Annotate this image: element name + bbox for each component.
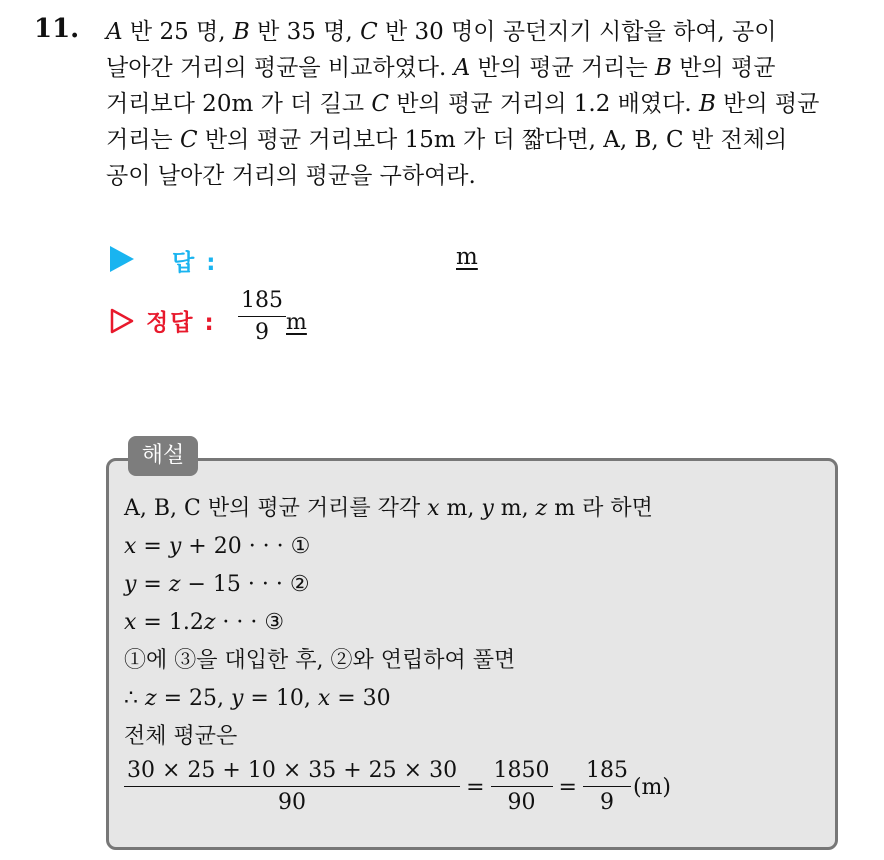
- text-run: A, B, C 반의 평균 거리를 각각: [124, 496, 428, 521]
- fraction-numerator: 1850: [493, 758, 550, 783]
- question-text: [106, 14, 866, 194]
- text-run: 날아간 거리의 평균을 비교하였다.: [106, 55, 454, 81]
- question-line: [106, 14, 866, 50]
- var-run: C: [360, 19, 378, 45]
- fraction-denominator: 90: [507, 790, 536, 815]
- answer-unit: m: [456, 244, 478, 270]
- correct-answer-unit: m: [286, 310, 307, 335]
- text-run: 반 35 명,: [249, 19, 361, 45]
- text-run: 반 30 명이 공던지기 시합을 하여, 공이: [377, 19, 777, 45]
- text-run: 반의 평균: [671, 55, 776, 81]
- var-run: A: [106, 19, 123, 45]
- var-run: C: [179, 127, 198, 153]
- fraction-denominator: 9: [599, 790, 614, 815]
- explanation-line: [124, 566, 824, 604]
- var-run: z: [168, 572, 181, 597]
- var-run: x: [124, 610, 137, 635]
- var-run: y: [481, 496, 494, 521]
- text-run: =: [136, 572, 169, 597]
- fraction-denominator: 90: [278, 790, 307, 815]
- var-run: y: [168, 534, 182, 559]
- text-run: 공이 날아간 거리의 평균을 구하여라.: [106, 163, 476, 189]
- question-line: [106, 86, 866, 122]
- fraction-numerator: 185: [585, 758, 628, 783]
- text-run: = 30: [330, 686, 391, 711]
- simplified-fraction: [491, 760, 553, 814]
- var-run: z: [145, 686, 157, 711]
- explanation-line: [124, 718, 824, 756]
- text-run: = 25,: [156, 686, 231, 711]
- var-run: y: [231, 686, 244, 711]
- text-run: · · · ③: [215, 610, 285, 635]
- question-number: 11.: [34, 14, 80, 44]
- var-run: B: [232, 19, 250, 45]
- text-run: + 20 · · · ①: [181, 534, 311, 559]
- answer-label: 답 :: [172, 250, 218, 276]
- text-run: − 15 · · · ②: [180, 572, 310, 597]
- text-run: = 10,: [243, 686, 318, 711]
- equals-sign: =: [558, 774, 577, 800]
- result-fraction: [583, 760, 631, 814]
- var-run: z: [203, 610, 216, 635]
- text-run: 반의 평균: [715, 91, 820, 117]
- correct-answer-label: 정답 :: [146, 310, 216, 336]
- var-run: x: [124, 534, 137, 559]
- var-run: B: [655, 55, 672, 81]
- outline-triangle-icon: [110, 308, 134, 334]
- question-line: [106, 122, 866, 158]
- text-run: 반의 평균 거리는: [470, 55, 656, 81]
- text-run: = 1.2: [136, 610, 204, 635]
- text-run: m,: [439, 496, 482, 521]
- question-line: [106, 158, 866, 194]
- answer-row: [110, 244, 510, 276]
- result-unit: (m): [632, 774, 671, 800]
- total-fraction: [124, 760, 460, 814]
- var-run: x: [317, 686, 331, 711]
- text-run: 반의 평균 거리보다 15m 가 더 짧다면, A, B, C 반 전체의: [197, 127, 788, 153]
- var-run: B: [698, 91, 716, 117]
- text-run: m,: [493, 496, 536, 521]
- final-calculation: [124, 760, 677, 814]
- text-run: 전체 평균은: [124, 724, 238, 749]
- var-run: z: [535, 496, 548, 521]
- explanation-line: [124, 680, 824, 718]
- fraction-numerator: 30 × 25 + 10 × 35 + 25 × 30: [127, 758, 458, 783]
- explanation-line: [124, 642, 824, 680]
- var-run: A: [453, 55, 471, 81]
- text-run: =: [136, 534, 169, 559]
- text-run: 거리는: [106, 127, 180, 153]
- var-run: C: [371, 91, 389, 117]
- fraction-numerator: 185: [241, 288, 283, 313]
- question-line: [106, 50, 866, 86]
- text-run: 반의 평균 거리의 1.2 배였다.: [389, 91, 699, 117]
- text-run: 거리보다 20m 가 더 길고: [106, 91, 372, 117]
- explanation-tab: 해설: [128, 436, 198, 476]
- play-triangle-icon: [110, 246, 134, 272]
- var-run: y: [124, 572, 137, 597]
- text-run: 반 25 명,: [122, 19, 233, 45]
- correct-answer-row: [110, 290, 510, 350]
- var-run: x: [427, 496, 440, 521]
- text-run: m 라 하면: [547, 496, 653, 521]
- explanation-line: [124, 604, 824, 642]
- fraction-denominator: 9: [255, 320, 269, 345]
- correct-answer-fraction: [238, 290, 286, 344]
- equals-sign: =: [466, 774, 485, 800]
- text-run: ①에 ③을 대입한 후, ②와 연립하여 풀면: [124, 648, 516, 673]
- text-run: ∴: [124, 686, 145, 711]
- explanation-line: [124, 490, 824, 528]
- explanation-line: [124, 528, 824, 566]
